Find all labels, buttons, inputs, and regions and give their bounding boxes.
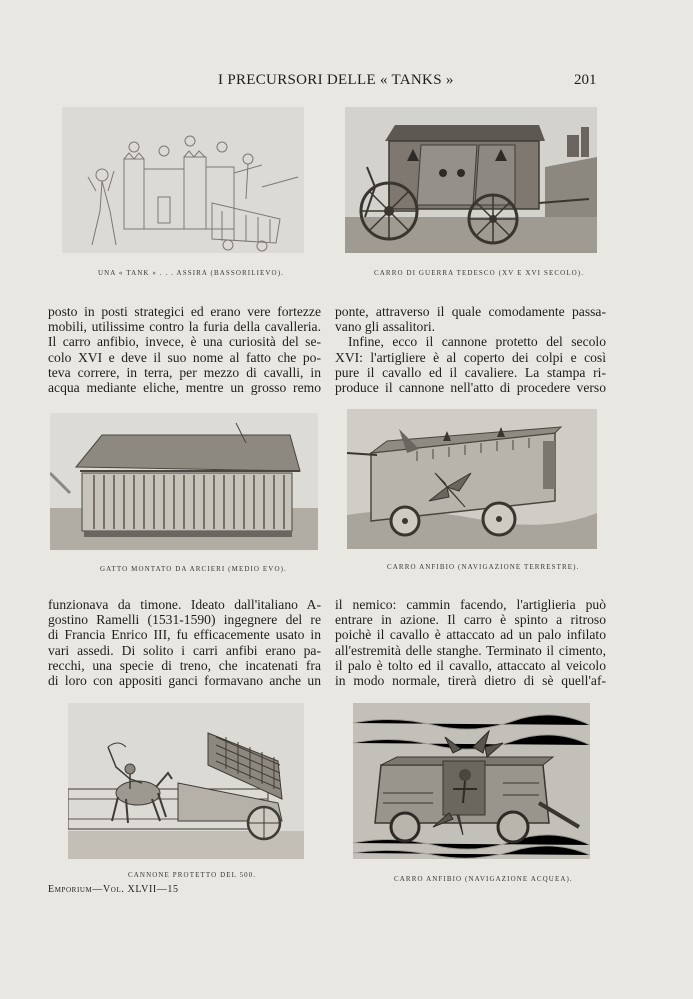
body-text-column: [335, 597, 606, 688]
german-war-cart-illustration: [345, 107, 597, 253]
text-line: mobili, utilissime contro la furia della cavalleria.: [48, 319, 321, 335]
body-text-column: [335, 304, 606, 395]
figure-german-war-cart: [345, 107, 597, 253]
text-line: all'estremità delle stanghe. Terminato il cimento,: [335, 642, 606, 658]
text-line: pure il cavallo ed il cavaliere. La stampa ri-: [335, 364, 606, 380]
running-title: I PRECURSORI DELLE « TANKS »: [218, 72, 454, 88]
protected-cannon-illustration: [68, 703, 304, 859]
figure-caption: CANNONE PROTETTO DEL 500.: [128, 871, 257, 879]
text-line: in modo normale, tirerà dietro di sè quell'af-: [335, 673, 606, 689]
running-head: [0, 72, 693, 92]
figure-assyrian-relief: [62, 107, 304, 253]
text-line: di Francia Enrico III, fu efficacemente usato in: [48, 627, 321, 643]
assyrian-relief-illustration: [62, 107, 304, 253]
body-text-column: [48, 304, 321, 395]
text-line: poichè il cavallo è attaccato ad un palo infilato: [335, 627, 606, 643]
figure-protected-cannon: [68, 703, 304, 859]
page-number: 201: [574, 72, 597, 88]
text-line: vari assedi. Di solito i carri anfibi erano pa-: [48, 642, 321, 658]
figure-siege-cat: [50, 413, 318, 550]
text-line: posto in posti strategici ed erano vere fortezze: [48, 304, 321, 319]
text-line: gostino Ramelli (1531-1590) ingegnere del re: [48, 612, 321, 628]
amphibious-cart-water-illustration: [353, 703, 590, 859]
text-line: XVI: l'artigliere è al coperto dei colpi e così: [335, 349, 606, 365]
text-line: Il carro anfibio, invece, è una curiosità del se-: [48, 334, 321, 350]
siege-cat-illustration: [50, 413, 318, 550]
text-line: teva correre, in terra, per mezzo di cavalli, in: [48, 364, 321, 380]
text-line: Infine, ecco il cannone protetto del secolo: [348, 334, 606, 350]
text-line: il nemico: cammin facendo, l'artiglieria può: [335, 597, 606, 612]
figure-caption: CARRO ANFIBIO (NAVIGAZIONE ACQUEA).: [394, 875, 573, 883]
figure-caption: CARRO ANFIBIO (NAVIGAZIONE TERRESTRE).: [387, 563, 580, 571]
amphibious-cart-land-illustration: [347, 409, 597, 549]
body-text-column: [48, 597, 321, 688]
text-line: entrare in azione. Il carro è spinto a ritroso: [335, 612, 606, 628]
page-footer: Emporium—Vol. XLVII—15: [48, 884, 179, 895]
text-line: acqua mediante eliche, mentre un grosso remo: [48, 380, 321, 396]
figure-caption: UNA « TANK » . . . ASSIRA (BASSORILIEVO).: [98, 269, 284, 277]
figure-amphibious-cart-land: [347, 409, 597, 549]
text-line: recchi, una specie di treno, che incatenati fra: [48, 657, 321, 673]
figure-caption: CARRO DI GUERRA TEDESCO (XV E XVI SECOLO).: [374, 269, 585, 277]
text-line: funzionava da timone. Ideato dall'italiano A-: [48, 597, 321, 612]
figure-amphibious-cart-water: [353, 703, 590, 859]
figure-caption: GATTO MONTATO DA ARCIERI (MEDIO EVO).: [100, 565, 287, 573]
text-line: produce il cannone nell'atto di procedere verso: [335, 380, 606, 396]
text-line: il palo è tolto ed il cavallo, attaccato al veicolo: [335, 657, 606, 673]
text-line: colo XVI e deve il suo nome al fatto che po-: [48, 349, 321, 365]
text-line: di loro con appositi ganci formavano anche un: [48, 673, 321, 689]
text-line: vano gli assalitori.: [335, 319, 436, 335]
text-line: ponte, attraverso il quale comodamente passa-: [335, 304, 606, 319]
